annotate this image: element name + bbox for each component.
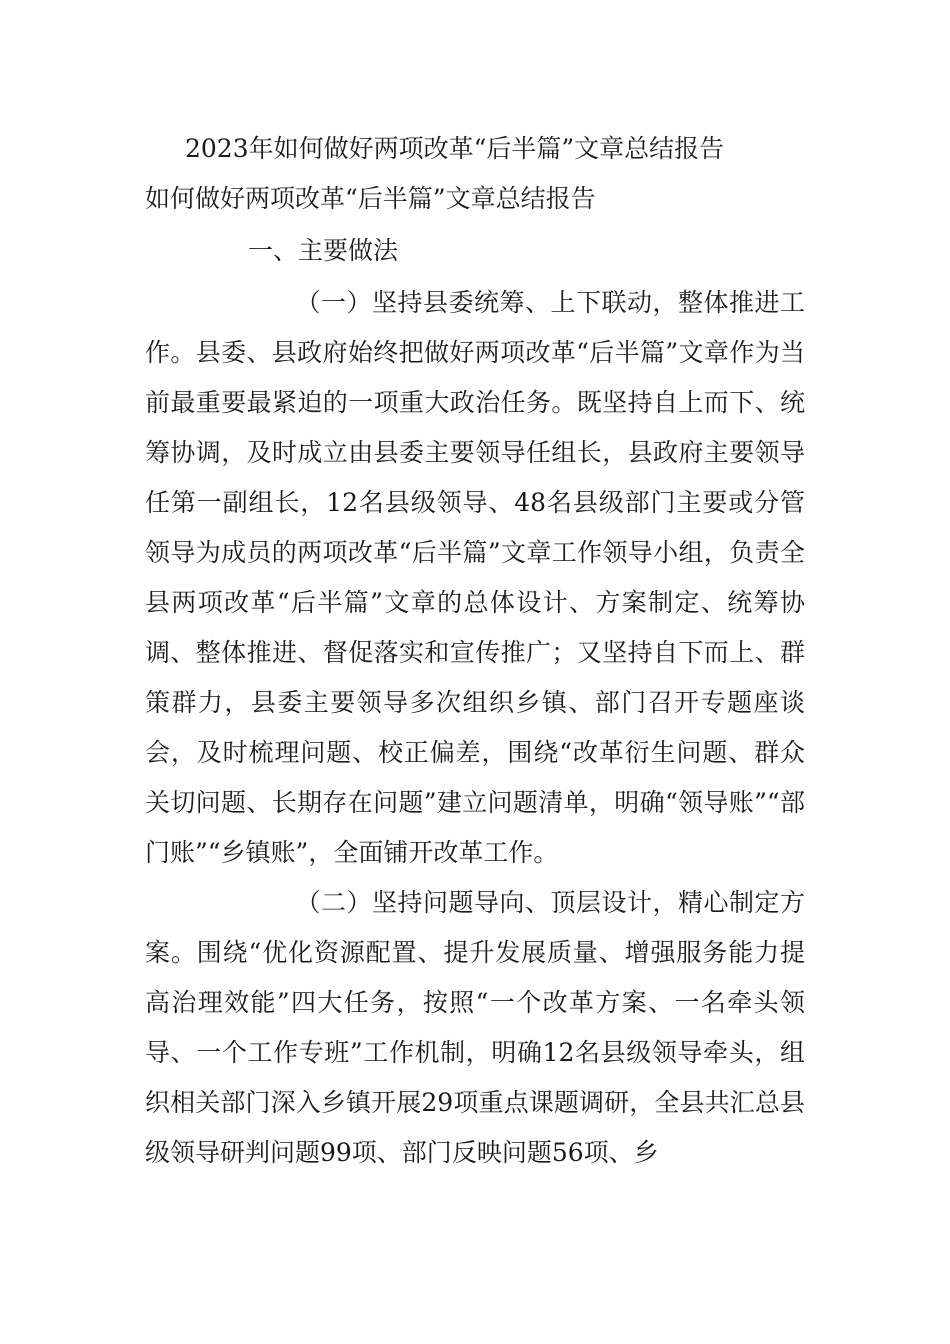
section-heading: 一、主要做法 <box>248 236 399 265</box>
document-body <box>145 124 805 1178</box>
paragraph-1 <box>145 278 805 878</box>
paragraph-2 <box>145 878 805 1178</box>
paragraph-1-text: （一）坚持县委统筹、上下联动，整体推进工作。县委、县政府始终把做好两项改革“后半篇”文章作为当前最重要最紧迫的一项重大政治任务。既坚持自上而下、统筹协调，及时成立由县委主要领导任组长，县政府主要领导任第一副组长，12名县级领导、48名县级部门主要或分管领导为成员的两项改革“后半篇”文章工作领导小组，负责全县两项改革“后半篇”文章的总体设计、方案制定、统筹协调、整体推进、督促落实和宣传推广；又坚持自下而上、群策群力，县委主要领导多次组织乡镇、部门召开专题座谈会，及时梳理问题、校正偏差，围绕“改革衍生问题、群众关切问题、长期存在问题”建立问题清单，明确“领导账”“部门账”“乡镇账”，全面铺开改革工作。 <box>145 288 805 867</box>
document-title: 2023年如何做好两项改革“后半篇”文章总结报告 <box>185 134 725 163</box>
document-subtitle: 如何做好两项改革“后半篇”文章总结报告 <box>145 184 596 213</box>
paragraph-2-text: （二）坚持问题导向、顶层设计，精心制定方案。围绕“优化资源配置、提升发展质量、增强服务能力提高治理效能”四大任务，按照“一个改革方案、一名牵头领导、一个工作专班”工作机制，明确12名县级领导牵头，组织相关部门深入乡镇开展29项重点课题调研，全县共汇总县级领导研判问题99项、部门反映问题56项、乡 <box>145 888 805 1167</box>
